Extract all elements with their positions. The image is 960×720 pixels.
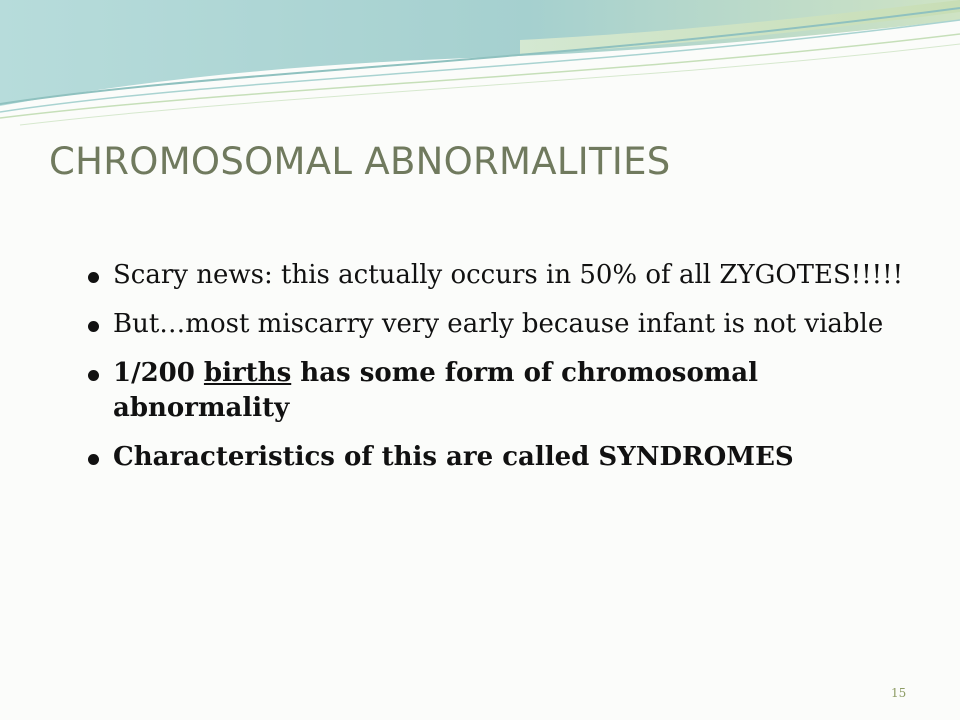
header-wave-decoration — [0, 0, 960, 130]
bullet-dot-icon — [88, 454, 99, 465]
bullet-dot-icon — [88, 321, 99, 332]
bullet-text-suffix: has some form of chromosomal abnormality — [113, 358, 759, 423]
bullet-item — [86, 440, 926, 475]
bullet-item — [86, 258, 926, 293]
bullet-dot-icon — [88, 272, 99, 283]
bullet-text: But…most miscarry very early because infant is not viable — [113, 309, 884, 339]
bullet-text: Scary news: this actually occurs in 50% of all ZYGOTES!!!!! — [113, 260, 904, 290]
page-number: 15 — [891, 686, 907, 700]
slide-title: CHROMOSOMAL ABNORMALITIES — [49, 140, 671, 183]
bullet-text-underlined: births — [203, 358, 292, 388]
bullet-dot-icon — [88, 370, 99, 381]
bullet-item — [86, 356, 926, 426]
bullet-list — [86, 258, 926, 489]
bullet-text-prefix: 1/200 — [113, 358, 204, 388]
bullet-item — [86, 307, 926, 342]
bullet-text: Characteristics of this are called SYNDROMES — [113, 442, 794, 472]
